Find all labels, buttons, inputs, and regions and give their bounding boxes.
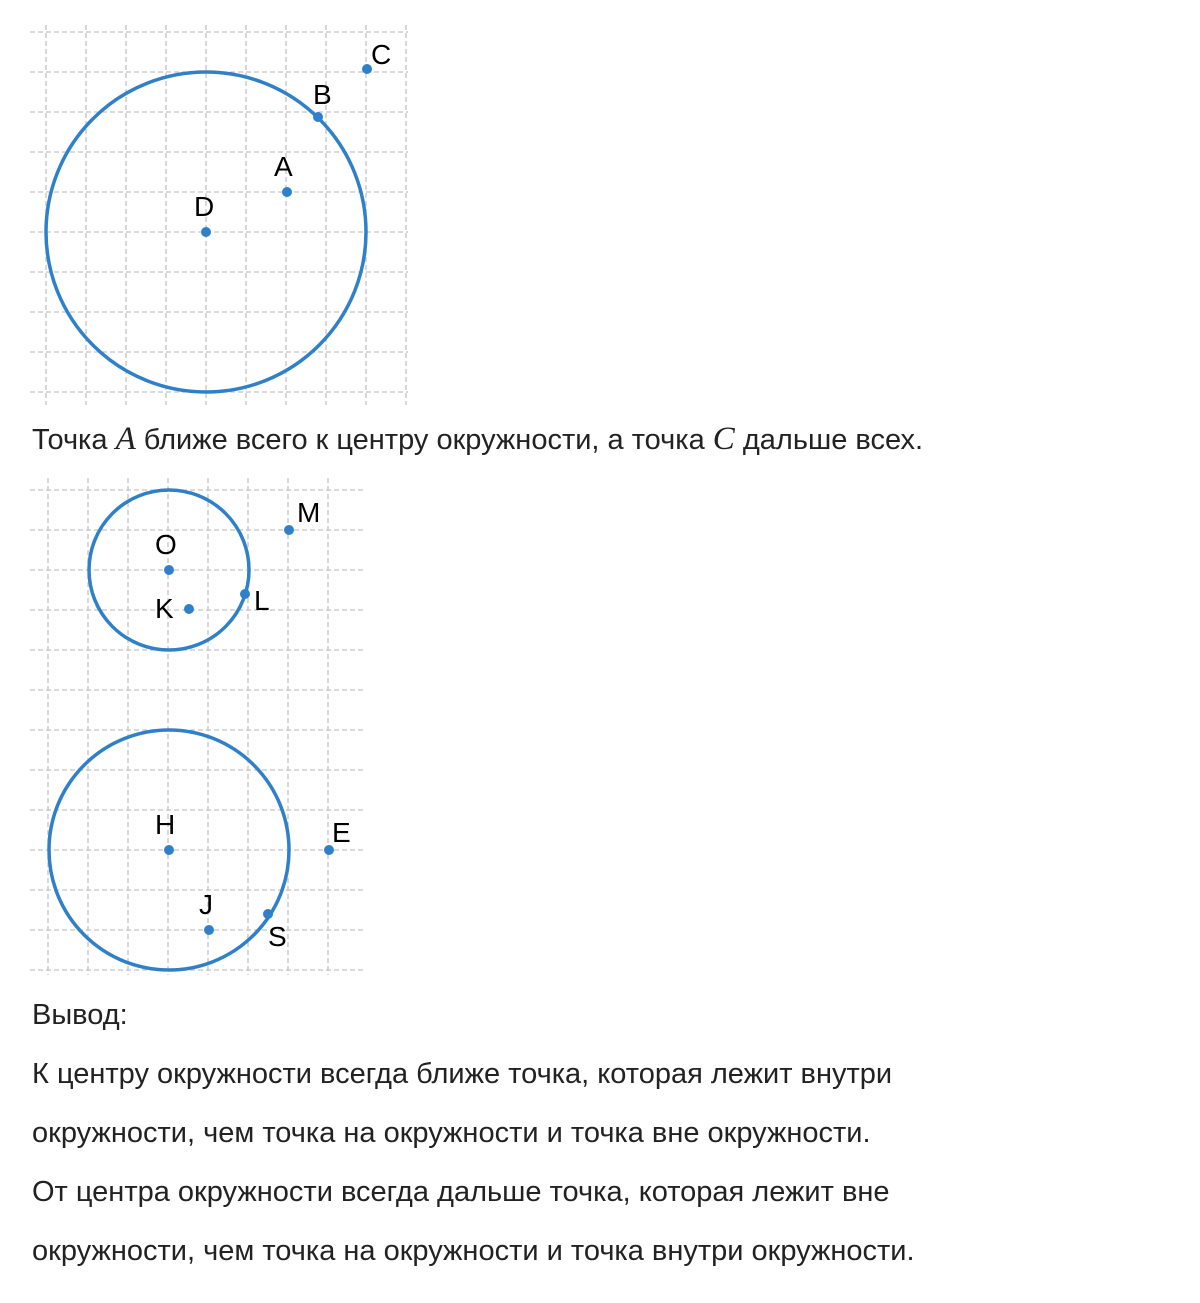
point-s	[263, 909, 273, 919]
conclusion-line-1: К центру окружности всегда ближе точка, которая лежит внутри	[32, 1058, 893, 1090]
caption-var-c: C	[712, 421, 735, 457]
conclusion-line-4: окружности, чем точка на окружности и точка внутри окружности.	[32, 1235, 915, 1267]
label-l: L	[254, 585, 270, 616]
point-a	[282, 187, 292, 197]
conclusion-line-3: От центра окружности всегда дальше точка, которая лежит вне	[32, 1176, 890, 1208]
conclusion-heading: Вывод:	[32, 999, 128, 1031]
point-m	[284, 525, 294, 535]
conclusion-line-2: окружности, чем точка на окружности и точка вне окружности.	[32, 1117, 871, 1149]
label-a: A	[274, 151, 293, 182]
grid-figure-1	[30, 25, 408, 405]
caption-text-1: Точка	[32, 424, 116, 456]
caption-text-3: дальше всех.	[734, 424, 924, 456]
caption	[32, 422, 923, 457]
caption-text-2: ближе всего к центру окружности, а точка	[135, 424, 713, 456]
point-d	[201, 227, 211, 237]
label-b: B	[313, 79, 332, 110]
point-k	[184, 604, 194, 614]
label-o: O	[155, 529, 177, 560]
label-h: H	[155, 809, 176, 840]
label-j: J	[199, 889, 213, 920]
label-c: C	[371, 39, 392, 70]
point-h	[164, 845, 174, 855]
point-j	[204, 925, 214, 935]
grid-figure-2	[30, 478, 366, 975]
label-k: K	[155, 593, 174, 624]
label-e: E	[332, 817, 351, 848]
label-d: D	[194, 191, 215, 222]
label-s: S	[268, 921, 287, 952]
point-l	[240, 589, 250, 599]
caption-var-a: A	[115, 421, 136, 457]
point-b	[313, 112, 323, 122]
label-m: M	[297, 497, 321, 528]
point-o	[164, 565, 174, 575]
